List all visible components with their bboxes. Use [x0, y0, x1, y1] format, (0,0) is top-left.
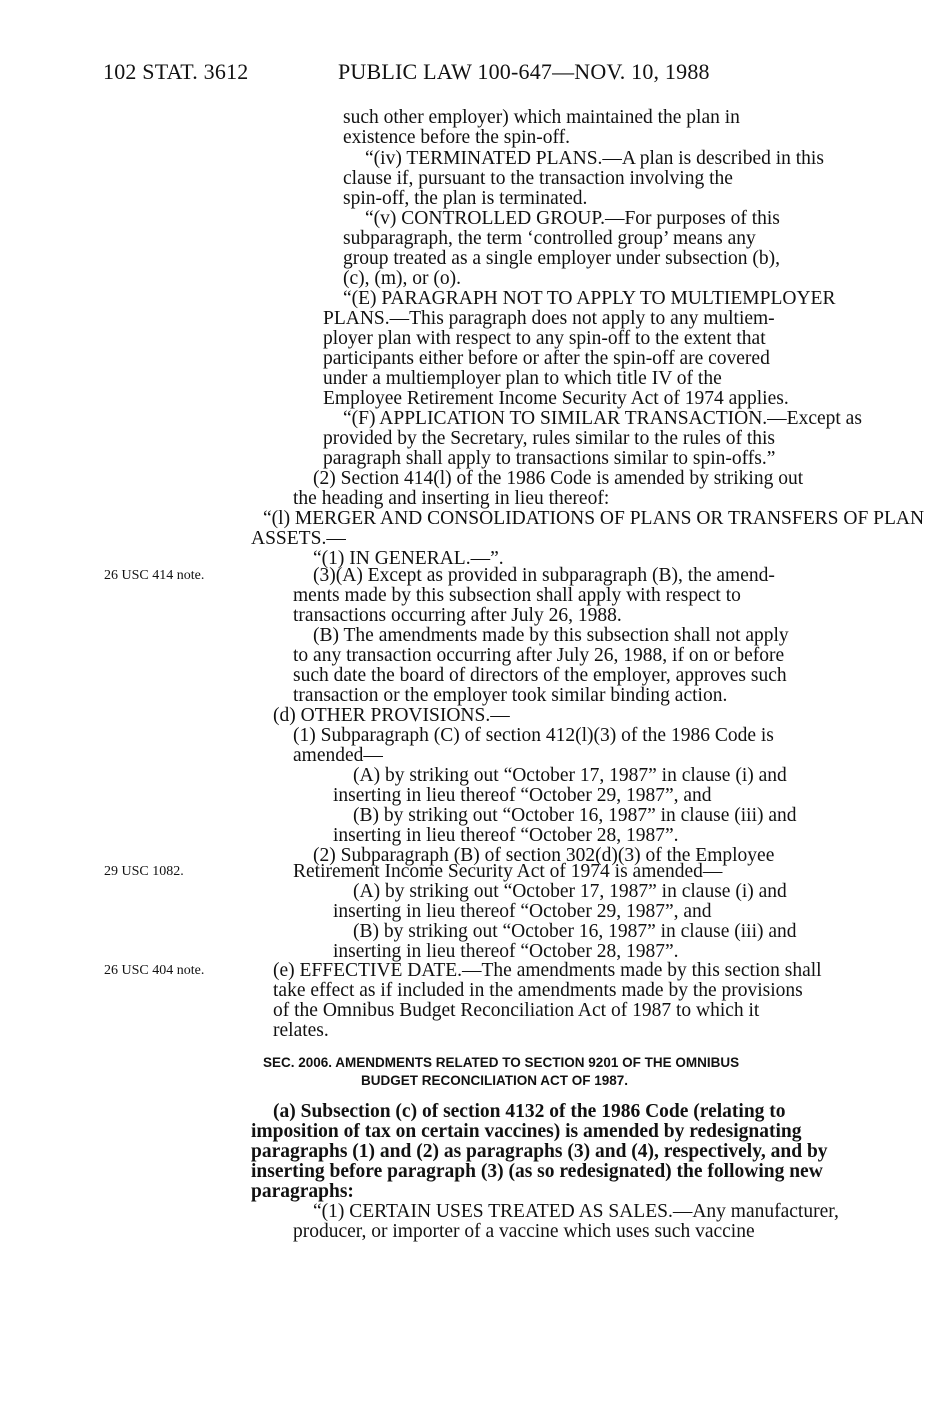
- section-heading: BUDGET RECONCILIATION ACT OF 1987.: [361, 1073, 629, 1088]
- text-line: (e) EFFECTIVE DATE.—The amendments made by this section shall: [273, 960, 822, 981]
- public-law-citation: PUBLIC LAW 100-647—NOV. 10, 1988: [338, 59, 710, 84]
- text-line: clause if, pursuant to the transaction involving the: [343, 168, 733, 189]
- text-line: (B) by striking out “October 16, 1987” in clause (iii) and: [353, 921, 797, 942]
- text-line: “(F) APPLICATION TO SIMILAR TRANSACTION.—Except as: [343, 408, 862, 429]
- text-line: participants either before or after the spin-off are covered: [323, 348, 770, 369]
- text-line: provided by the Secretary, rules similar to the rules of this: [323, 428, 775, 449]
- text-line: transaction or the employer took similar binding action.: [293, 685, 728, 706]
- text-line: subparagraph, the term ‘controlled group’ means any: [343, 228, 756, 249]
- text-line: (a) Subsection (c) of section 4132 of the 1986 Code (relating to: [273, 1101, 786, 1122]
- text-line: ASSETS.—: [251, 528, 346, 549]
- text-line: such date the board of directors of the employer, approves such: [293, 665, 787, 686]
- text-line: of the Omnibus Budget Reconciliation Act of 1987 to which it: [273, 1000, 760, 1021]
- text-line: “(1) IN GENERAL.—”.: [313, 548, 504, 569]
- text-line: relates.: [273, 1020, 329, 1041]
- text-line: (1) Subparagraph (C) of section 412(l)(3) of the 1986 Code is: [293, 725, 774, 746]
- section-heading: SEC. 2006. AMENDMENTS RELATED TO SECTION 9201 OF THE OMNIBUS: [263, 1055, 740, 1070]
- text-line: such other employer) which maintained the plan in: [343, 107, 740, 128]
- text-line: take effect as if included in the amendments made by the provisions: [273, 980, 803, 1001]
- text-line: (c), (m), or (o).: [343, 268, 462, 289]
- text-line: “(l) MERGER AND CONSOLIDATIONS OF PLANS OR TRANSFERS OF PLAN: [263, 508, 925, 529]
- text-line: (B) by striking out “October 16, 1987” in clause (iii) and: [353, 805, 797, 826]
- text-line: transactions occurring after July 26, 1988.: [293, 605, 622, 626]
- text-line: “(1) CERTAIN USES TREATED AS SALES.—Any manufacturer,: [313, 1201, 839, 1222]
- text-line: Retirement Income Security Act of 1974 is amended—: [293, 861, 723, 882]
- text-line: (2) Subparagraph (B) of section 302(d)(3) of the Employee: [313, 845, 775, 866]
- text-line: “(E) PARAGRAPH NOT TO APPLY TO MULTIEMPLOYER: [343, 288, 836, 309]
- text-line: to any transaction occurring after July 26, 1988, if on or before: [293, 645, 785, 666]
- text-line: spin-off, the plan is terminated.: [343, 188, 588, 209]
- text-line: imposition of tax on certain vaccines) is amended by redesignating: [251, 1121, 802, 1142]
- text-line: “(v) CONTROLLED GROUP.—For purposes of this: [365, 208, 780, 229]
- text-line: inserting in lieu thereof “October 28, 1987”.: [333, 941, 679, 962]
- text-line: (d) OTHER PROVISIONS.—: [273, 705, 510, 726]
- text-line: paragraphs (1) and (2) as paragraphs (3) and (4), respectively, and by: [251, 1141, 828, 1162]
- text-line: (A) by striking out “October 17, 1987” in clause (i) and: [353, 765, 787, 786]
- text-line: (2) Section 414(l) of the 1986 Code is amended by striking out: [313, 468, 804, 489]
- margin-note: 26 USC 414 note.: [104, 568, 205, 583]
- text-line: Employee Retirement Income Security Act of 1974 applies.: [323, 388, 789, 409]
- text-line: group treated as a single employer under subsection (b),: [343, 248, 780, 269]
- margin-note: 29 USC 1082.: [104, 864, 184, 879]
- text-line: amended—: [293, 745, 383, 766]
- text-line: inserting in lieu thereof “October 29, 1987”, and: [333, 785, 712, 806]
- text-line: under a multiemployer plan to which title IV of the: [323, 368, 722, 389]
- text-line: producer, or importer of a vaccine which uses such vaccine: [293, 1221, 755, 1242]
- text-line: the heading and inserting in lieu thereof:: [293, 488, 610, 509]
- text-line: ments made by this subsection shall apply with respect to: [293, 585, 741, 606]
- text-line: inserting before paragraph (3) (as so redesignated) the following new: [251, 1161, 823, 1182]
- text-line: paragraphs:: [251, 1181, 354, 1202]
- text-line: paragraph shall apply to transactions similar to spin-offs.”: [323, 448, 776, 469]
- text-line: inserting in lieu thereof “October 29, 1987”, and: [333, 901, 712, 922]
- text-line: (A) by striking out “October 17, 1987” in clause (i) and: [353, 881, 787, 902]
- statute-page-number: 102 STAT. 3612: [103, 59, 249, 84]
- text-line: existence before the spin-off.: [343, 127, 571, 148]
- text-line: “(iv) TERMINATED PLANS.—A plan is described in this: [365, 148, 824, 169]
- text-line: (B) The amendments made by this subsection shall not apply: [313, 625, 789, 646]
- text-line: ployer plan with respect to any spin-off to the extent that: [323, 328, 766, 349]
- text-line: inserting in lieu thereof “October 28, 1987”.: [333, 825, 679, 846]
- text-line: PLANS.—This paragraph does not apply to any multiem-: [323, 308, 775, 329]
- text-line: (3)(A) Except as provided in subparagraph (B), the amend-: [313, 565, 775, 586]
- margin-note: 26 USC 404 note.: [104, 963, 205, 978]
